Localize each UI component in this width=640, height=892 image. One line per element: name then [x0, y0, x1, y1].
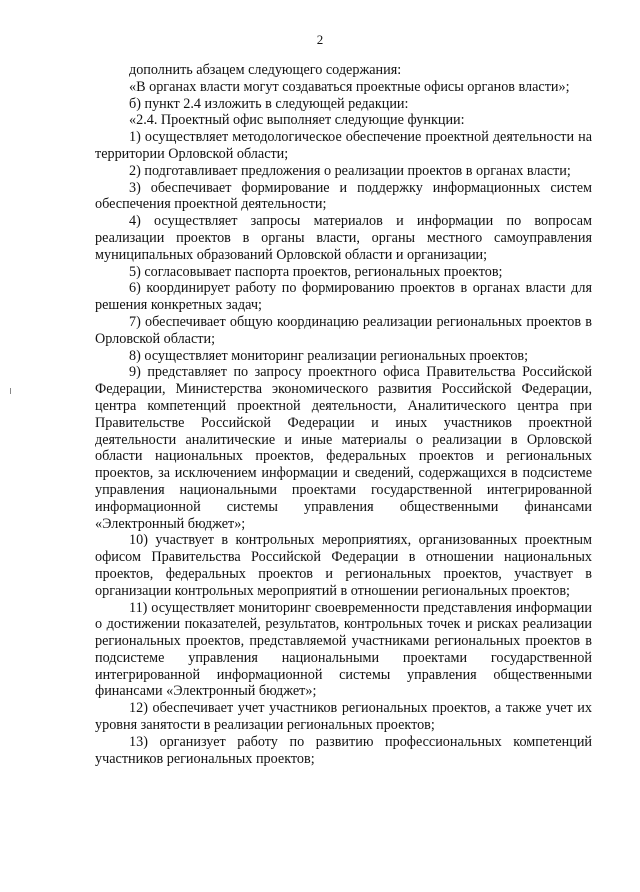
list-item-4: 4) осуществляет запросы материалов и информации по вопросам реализации проектов в органы власти, органы местного самоуправления муниципальных образований Орловской области и организации; [95, 213, 592, 263]
paragraph-section-2-4: «2.4. Проектный офис выполняет следующие функции: [129, 112, 465, 129]
page-number: 2 [316, 32, 324, 47]
list-item-8: 8) осуществляет мониторинг реализации региональных проектов; [129, 347, 529, 364]
list-item-5: 5) согласовывает паспорта проектов, региональных проектов; [129, 263, 503, 280]
list-item-2: 2) подготавливает предложения о реализации проектов в органах власти; [129, 162, 571, 179]
list-item-6: 6) координирует работу по формированию проектов в органах власти для решения конкретных задач; [95, 280, 592, 314]
list-item-10: 10) участвует в контрольных мероприятиях, организованных проектным офисом Правительства Российской Федерации в отношении национальных проектов, федеральных проектов и региональных проектов, участвует в организации контрольных мероприятий в отношении региональных проектов; [95, 532, 592, 599]
list-item-12: 12) обеспечивает учет участников региональных проектов, а также учет их уровня занятости в реализации региональных проектов; [95, 700, 592, 734]
document-body [95, 62, 592, 767]
list-item-9: 9) представляет по запросу проектного офиса Правительства Российской Федерации, Министерства экономического развития Российской Федерации, центра компетенций проектной деятельности, Аналитического центра при Правительстве Российской Федерации и иных участников проектной деятельности аналитические и иные материалы о реализации в Орловской области национальных проектов, федеральных проектов и региональных проектов, за исключением информации и сведений, содержащихся в подсистеме управления национальными проектами государственной интегрированной информационной системы управления общественными финансами «Электронный бюджет»; [95, 364, 592, 532]
list-item-3: 3) обеспечивает формирование и поддержку информационных систем обеспечения проектной деятельности; [95, 179, 592, 213]
margin-mark [10, 388, 11, 394]
paragraph-quote-offices: «В органах власти могут создаваться проектные офисы органов власти»; [129, 78, 570, 95]
list-item-1: 1) осуществляет методологическое обеспечение проектной деятельности на территории Орловской области; [95, 129, 592, 162]
paragraph-item-b: б) пункт 2.4 изложить в следующей редакции: [129, 95, 409, 112]
list-item-13: 13) организует работу по развитию профессиональных компетенций участников региональных проектов; [95, 733, 592, 767]
list-item-7: 7) обеспечивает общую координацию реализации региональных проектов в Орловской области; [95, 313, 592, 347]
paragraph-intro: дополнить абзацем следующего содержания: [129, 62, 402, 78]
list-item-11: 11) осуществляет мониторинг своевременности представления информации о достижении показателей, результатов, контрольных точек и рисках реализации региональных проектов, представляемой участниками региональных проектов в подсистеме управления национальными проектами государственной интегрированной информационной системы управления общественными финансами «Электронный бюджет»; [95, 599, 592, 700]
